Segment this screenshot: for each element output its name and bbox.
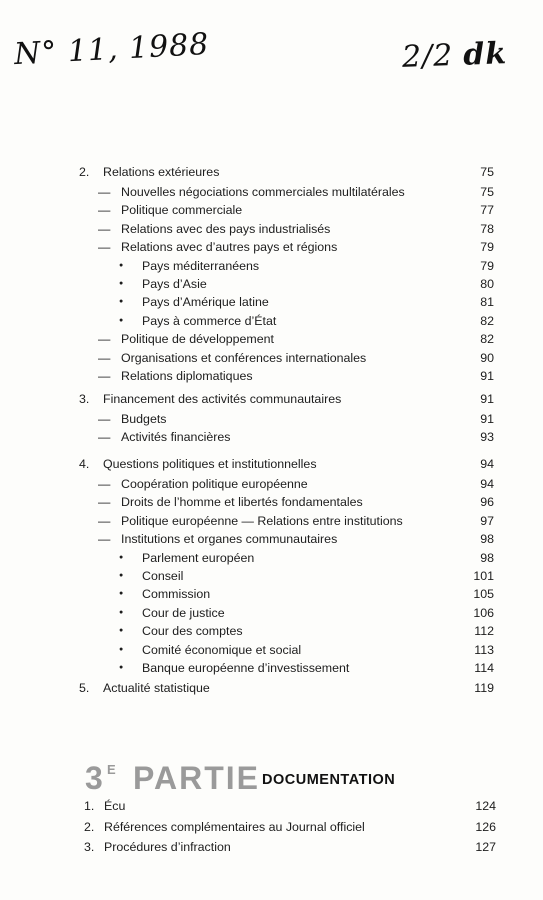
toc-entry-text: Politique de développement	[121, 332, 274, 347]
toc-entry-page: 98	[480, 550, 494, 565]
toc-entry-text: Pays d’Amérique latine	[142, 295, 269, 310]
toc-entry-text: Relations avec des pays industrialisés	[121, 221, 331, 236]
toc-entry-text: Cour des comptes	[142, 624, 243, 639]
toc-entry-text: Banque européenne d’investissement	[142, 660, 350, 675]
toc-entry-page: 81	[480, 295, 494, 310]
toc-bullet-row	[0, 604, 543, 622]
toc-subsection-row	[0, 493, 543, 511]
toc-entry-page: 79	[480, 258, 494, 273]
toc-subsection-row	[0, 428, 543, 446]
part3-item-number: 3.	[84, 840, 95, 854]
toc-entry-page: 112	[474, 624, 494, 639]
toc-subsection-row	[0, 220, 543, 238]
toc-bullet-row	[0, 312, 543, 330]
toc-entry-page: 113	[474, 642, 494, 657]
toc-entry-page: 114	[474, 660, 494, 675]
toc-section-row	[0, 455, 543, 473]
part3-row	[0, 838, 543, 856]
toc-entry-text: Pays d’Asie	[142, 276, 207, 291]
toc-entry-page: 75	[480, 184, 494, 199]
toc-entry-text: Relations diplomatiques	[121, 368, 253, 383]
toc-subsection-row	[0, 183, 543, 201]
dash-marker: —	[98, 203, 111, 218]
toc-subsection-row	[0, 367, 543, 385]
toc-entry-text: Parlement européen	[142, 550, 255, 565]
toc-section-row	[0, 679, 543, 697]
handwritten-page-fraction: 2/2	[401, 38, 454, 75]
toc-section-row	[0, 390, 543, 408]
toc-entry-text: Cour de justice	[142, 605, 225, 620]
part3-item-number: 1.	[84, 799, 95, 813]
bullet-marker: ●	[119, 553, 124, 561]
toc-entry-text: Commission	[142, 587, 211, 602]
part3-item-page: 126	[475, 820, 496, 834]
toc-entry-text: Pays à commerce d’État	[142, 313, 277, 328]
section-number: 4.	[79, 457, 90, 471]
toc-entry-page: 79	[480, 240, 494, 255]
dash-marker: —	[98, 476, 111, 491]
toc-entry-text: Relations avec d’autres pays et régions	[121, 240, 338, 255]
handwritten-initials: dk	[462, 36, 508, 73]
part3-row	[0, 797, 543, 815]
section-title: Financement des activités communautaires	[103, 392, 342, 406]
part3-row	[0, 818, 543, 836]
toc-entry-page: 93	[480, 430, 494, 445]
toc-subsection-row	[0, 201, 543, 219]
dash-marker: —	[98, 430, 111, 445]
toc-entry-page: 105	[473, 587, 494, 602]
section-number: 5.	[79, 681, 90, 695]
section-page: 119	[474, 681, 494, 695]
dash-marker: —	[98, 532, 111, 547]
bullet-marker: ●	[119, 279, 124, 287]
toc-section-row	[0, 163, 543, 181]
dash-marker: —	[98, 411, 111, 426]
part3-item-text: Écu	[104, 799, 126, 813]
dash-marker: —	[98, 495, 111, 510]
toc-entry-text: Coopération politique européenne	[121, 476, 308, 491]
handwritten-page-note	[401, 36, 507, 75]
toc-entry-page: 96	[480, 495, 494, 510]
toc-entry-page: 90	[480, 350, 494, 365]
toc-subsection-row	[0, 238, 543, 256]
toc-entry-page: 98	[480, 532, 494, 547]
toc-bullet-row	[0, 549, 543, 567]
toc-entry-page: 91	[480, 411, 494, 426]
dash-marker: —	[98, 513, 111, 528]
toc-entry-page: 94	[480, 476, 494, 491]
toc-bullet-row	[0, 567, 543, 585]
toc-bullet-row	[0, 585, 543, 603]
toc-entry-page: 91	[480, 368, 494, 383]
bullet-marker: ●	[119, 298, 124, 306]
bullet-marker: ●	[119, 590, 124, 598]
bullet-marker: ●	[119, 663, 124, 671]
toc-entry-page: 101	[473, 568, 494, 583]
toc-entry-text: Droits de l’homme et libertés fondamentales	[121, 495, 363, 510]
toc-bullet-row	[0, 293, 543, 311]
section-page: 75	[480, 165, 494, 179]
section-number: 2.	[79, 165, 90, 179]
dash-marker: —	[98, 332, 111, 347]
bullet-marker: ●	[119, 316, 124, 324]
toc-entry-page: 80	[480, 276, 494, 291]
toc-entry-page: 82	[480, 332, 494, 347]
toc-bullet-row	[0, 659, 543, 677]
toc-entry-text: Budgets	[121, 411, 167, 426]
toc-subsection-row	[0, 512, 543, 530]
toc-bullet-row	[0, 257, 543, 275]
toc-entry-text: Organisations et conférences internationales	[121, 350, 367, 365]
part3-item-page: 124	[475, 799, 496, 813]
section-page: 94	[480, 457, 494, 471]
toc-bullet-row	[0, 275, 543, 293]
toc-subsection-row	[0, 410, 543, 428]
bullet-marker: ●	[119, 645, 124, 653]
toc-subsection-row	[0, 530, 543, 548]
toc-entry-text: Comité économique et social	[142, 642, 302, 657]
part3-item-number: 2.	[84, 820, 95, 834]
section-title: Actualité statistique	[103, 681, 210, 695]
dash-marker: —	[98, 184, 111, 199]
toc-subsection-row	[0, 349, 543, 367]
toc-entry-text: Institutions et organes communautaires	[121, 532, 338, 547]
part3-item-text: Références complémentaires au Journal officiel	[104, 820, 365, 834]
toc-entry-page: 77	[480, 203, 494, 218]
toc-entry-page: 82	[480, 313, 494, 328]
toc-entry-text: Politique commerciale	[121, 203, 243, 218]
part3-item-page: 127	[475, 840, 496, 854]
section-page: 91	[480, 392, 494, 406]
part3-subtitle: DOCUMENTATION	[262, 772, 396, 788]
toc-subsection-row	[0, 475, 543, 493]
bullet-marker: ●	[119, 261, 124, 269]
dash-marker: —	[98, 240, 111, 255]
bullet-marker: ●	[119, 608, 124, 616]
part3-numeral-suffix: E	[107, 762, 116, 777]
toc-entry-text: Conseil	[142, 568, 184, 583]
toc-entry-page: 106	[473, 605, 494, 620]
dash-marker: —	[98, 368, 111, 383]
bullet-marker: ●	[119, 571, 124, 579]
toc-entry-text: Politique européenne — Relations entre institutions	[121, 513, 403, 528]
toc-bullet-row	[0, 622, 543, 640]
toc-subsection-row	[0, 330, 543, 348]
section-title: Relations extérieures	[103, 165, 220, 179]
toc-entry-page: 97	[480, 513, 494, 528]
dash-marker: —	[98, 350, 111, 365]
toc-entry-text: Nouvelles négociations commerciales multilatérales	[121, 184, 405, 199]
toc-entry-page: 78	[480, 221, 494, 236]
handwritten-issue-note: N° 11, 1988	[13, 26, 211, 73]
dash-marker: —	[98, 221, 111, 236]
toc-entry-text: Activités financières	[121, 430, 231, 445]
part3-numeral: 3	[85, 760, 104, 796]
section-number: 3.	[79, 392, 90, 406]
toc-bullet-row	[0, 641, 543, 659]
section-title: Questions politiques et institutionnelles	[103, 457, 317, 471]
part3-item-text: Procédures d’infraction	[104, 840, 231, 854]
bullet-marker: ●	[119, 627, 124, 635]
toc-entry-text: Pays méditerranéens	[142, 258, 260, 273]
part3-word: PARTIE	[133, 760, 260, 796]
